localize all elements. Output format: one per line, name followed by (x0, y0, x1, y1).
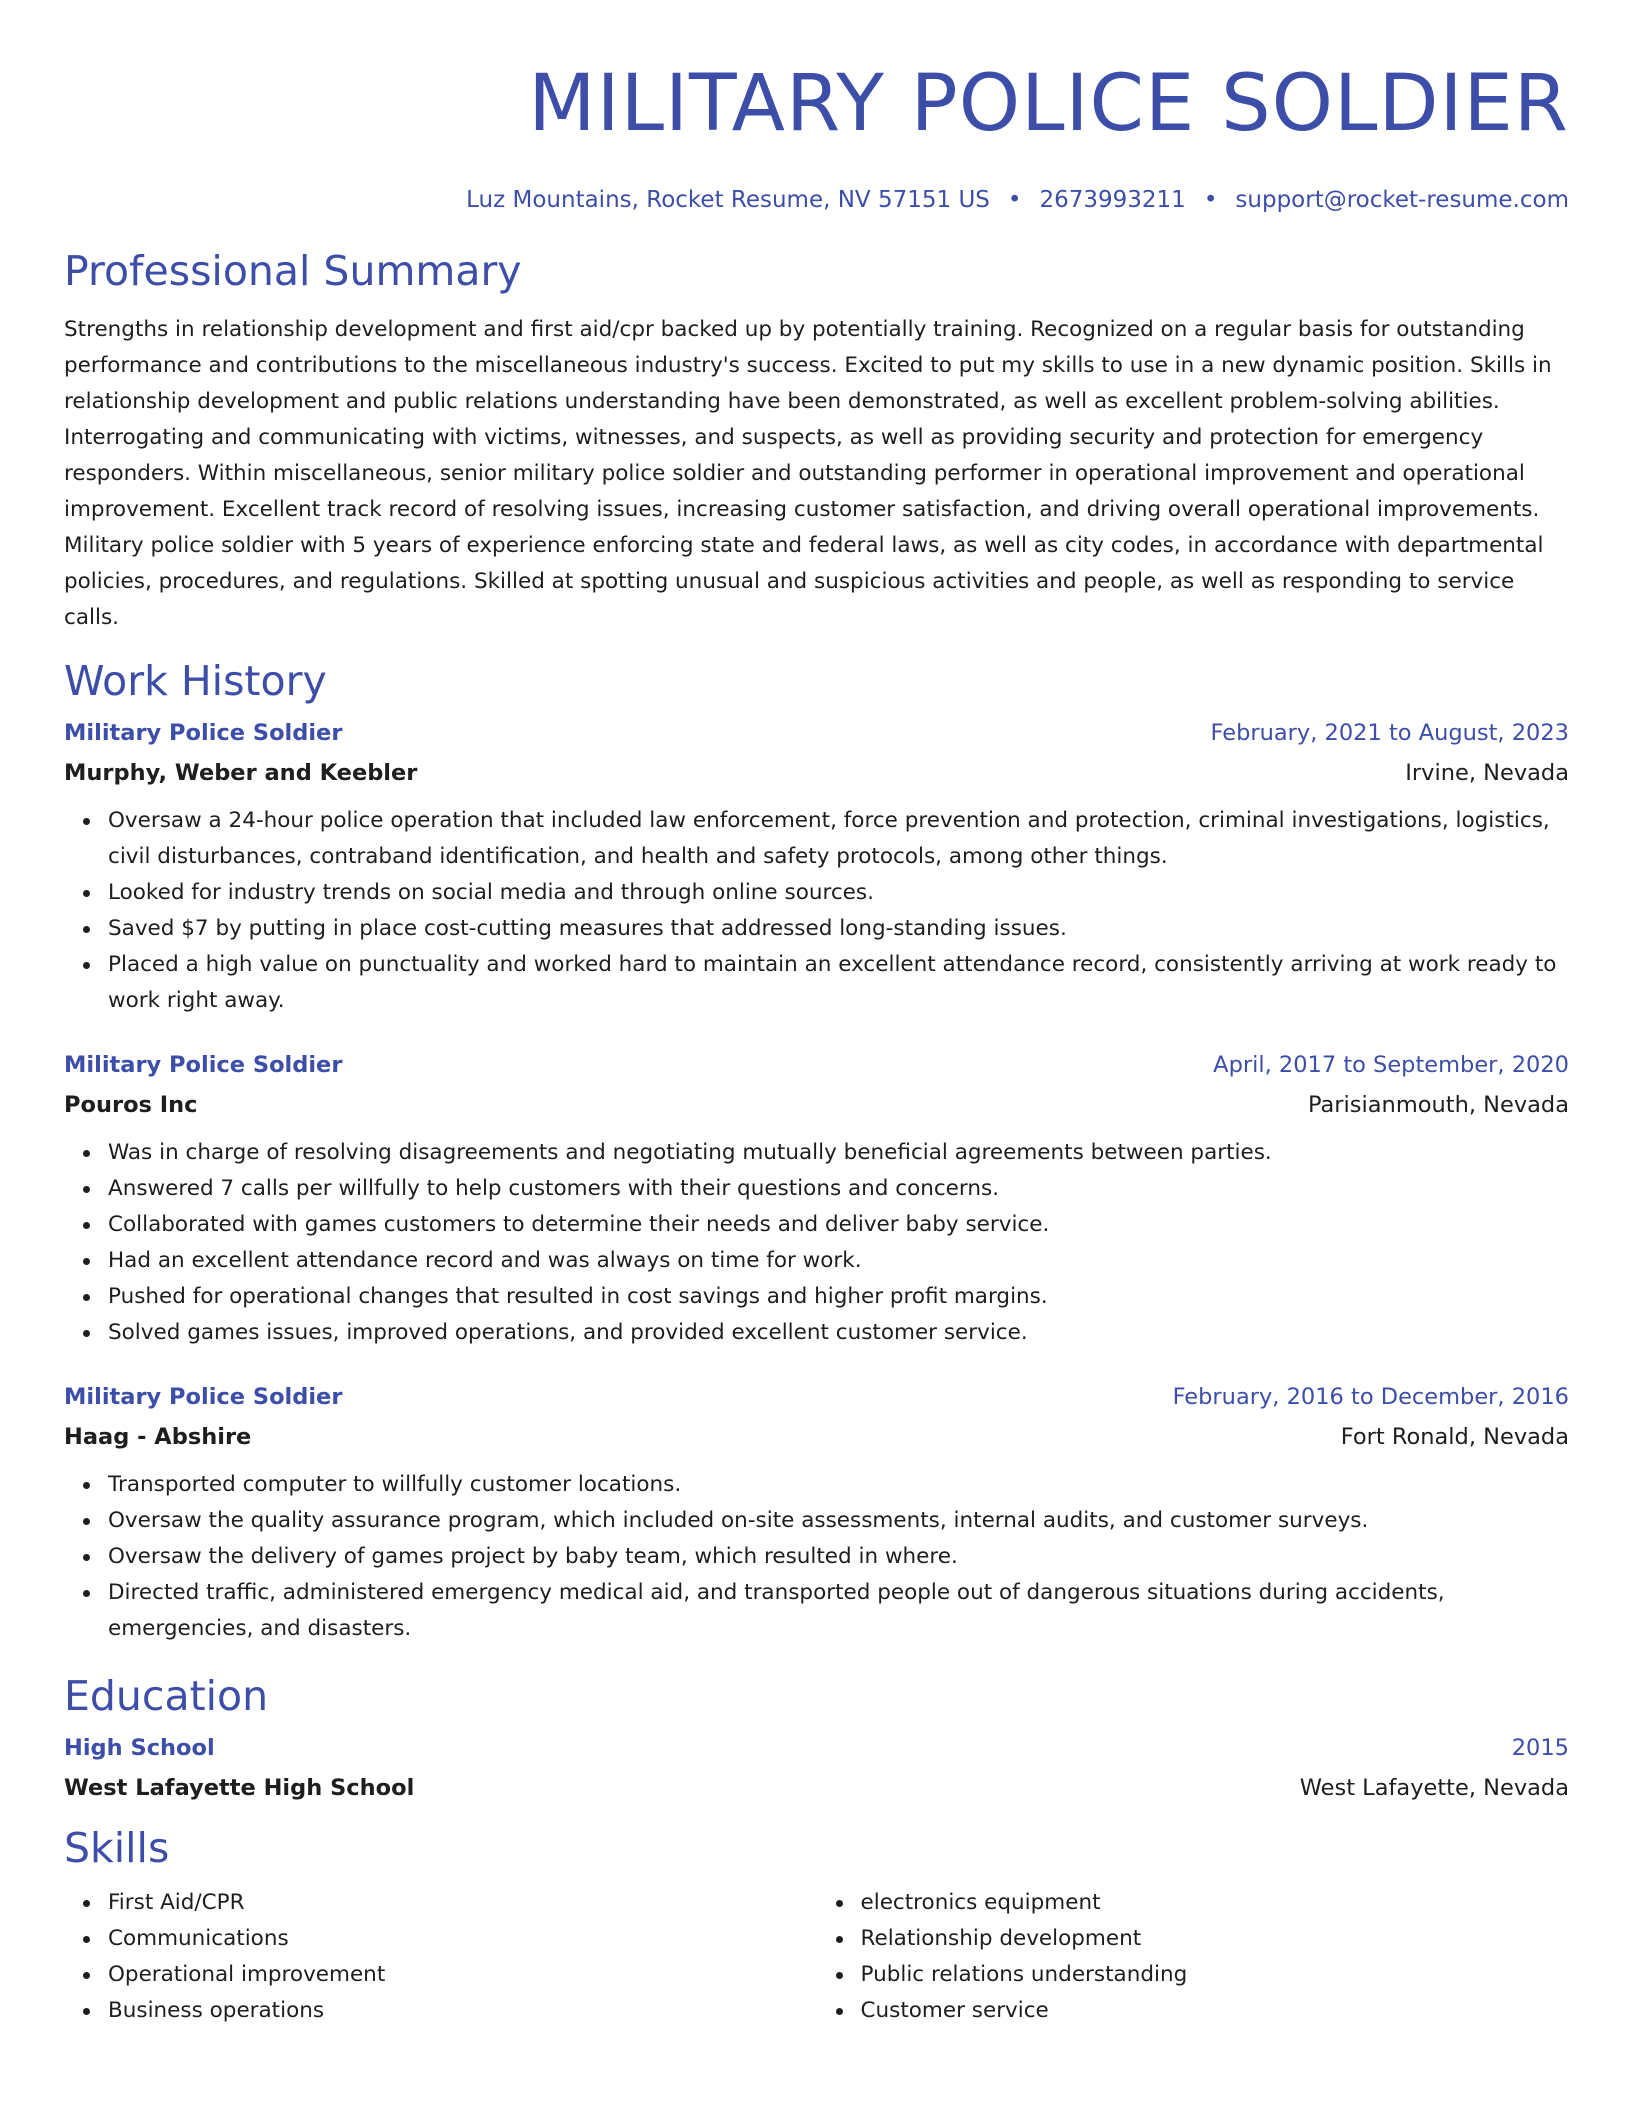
contact-email: support@rocket-resume.com (1235, 187, 1569, 213)
job-company-row (64, 758, 1569, 788)
skills-grid (64, 1885, 1569, 2029)
education-entry (64, 1733, 1569, 1803)
job-entry (64, 1382, 1569, 1647)
skill-item: First Aid/CPR (108, 1885, 817, 1921)
contact-separator: • (1007, 187, 1022, 213)
resume-name: MILITARY POLICE SOLDIER (528, 59, 1569, 149)
job-dates: February, 2016 to December, 2016 (1172, 1384, 1569, 1410)
job-company-row (64, 1422, 1569, 1452)
work-history-heading: Work History (64, 657, 327, 705)
education-school-row (64, 1773, 1569, 1803)
job-bullet: Oversaw the quality assurance program, which included on-site assessments, internal audits, and customer surveys. (108, 1503, 1569, 1539)
skill-item: Customer service (861, 1993, 1570, 2029)
job-dates: April, 2017 to September, 2020 (1213, 1052, 1569, 1078)
job-entry (64, 718, 1569, 1019)
job-header-row (64, 1050, 1569, 1080)
education-heading: Education (64, 1672, 269, 1720)
job-bullet: Oversaw a 24-hour police operation that included law enforcement, force prevention and protection, criminal investigations, logistics, civil disturbances, contraband identification, and health and safety protocols, among other things. (108, 803, 1569, 875)
contact-phone: 2673993211 (1039, 187, 1186, 213)
job-bullet: Solved games issues, improved operations, and provided excellent customer service. (108, 1315, 1569, 1351)
job-location: Irvine, Nevada (1405, 760, 1569, 786)
job-location: Parisianmouth, Nevada (1307, 1092, 1569, 1118)
contact-address: Luz Mountains, Rocket Resume, NV 57151 US (466, 187, 990, 213)
skill-item: Public relations understanding (861, 1957, 1570, 1993)
job-bullet: Saved $7 by putting in place cost-cutting measures that addressed long-standing issues. (108, 911, 1569, 947)
education-year: 2015 (1511, 1735, 1569, 1761)
job-bullet: Had an excellent attendance record and was always on time for work. (108, 1243, 1569, 1279)
contact-separator: • (1203, 187, 1218, 213)
skill-item: Communications (108, 1921, 817, 1957)
job-dates: February, 2021 to August, 2023 (1210, 720, 1569, 746)
job-bullets (64, 1135, 1569, 1351)
job-bullets (64, 1467, 1569, 1647)
skill-item: electronics equipment (861, 1885, 1570, 1921)
skill-item: Relationship development (861, 1921, 1570, 1957)
job-location: Fort Ronald, Nevada (1340, 1424, 1569, 1450)
education-header-row (64, 1733, 1569, 1763)
job-entry (64, 1050, 1569, 1351)
job-bullet: Answered 7 calls per willfully to help customers with their questions and concerns. (108, 1171, 1569, 1207)
education-degree: High School (64, 1735, 215, 1761)
job-bullet: Directed traffic, administered emergency medical aid, and transported people out of dangerous situations during accidents, emergencies, and disasters. (108, 1575, 1569, 1647)
job-header-row (64, 1382, 1569, 1412)
job-bullet: Transported computer to willfully customer locations. (108, 1467, 1569, 1503)
job-title: Military Police Soldier (64, 720, 343, 746)
job-bullet: Looked for industry trends on social media and through online sources. (108, 875, 1569, 911)
contact-line (64, 186, 1569, 214)
job-title: Military Police Soldier (64, 1384, 343, 1410)
education-school: West Lafayette High School (64, 1775, 415, 1801)
job-company-row (64, 1090, 1569, 1120)
job-company: Murphy, Weber and Keebler (64, 760, 418, 786)
education-location: West Lafayette, Nevada (1299, 1775, 1569, 1801)
skill-item: Business operations (108, 1993, 817, 2029)
job-company: Pouros Inc (64, 1092, 198, 1118)
job-company: Haag - Abshire (64, 1424, 252, 1450)
job-bullet: Pushed for operational changes that resulted in cost savings and higher profit margins. (108, 1279, 1569, 1315)
skills-list-right (817, 1885, 1570, 2029)
job-title: Military Police Soldier (64, 1052, 343, 1078)
job-bullet: Placed a high value on punctuality and worked hard to maintain an excellent attendance record, consistently arriving at work ready to work right away. (108, 947, 1569, 1019)
job-bullets (64, 803, 1569, 1019)
summary-text: Strengths in relationship development and first aid/cpr backed up by potentially training. Recognized on a regular basis for outstanding performance and contributions to the miscellaneous industry's success. Excited to put my skills to use in a new dynamic position. Skills in relationship development and public relations understanding have been demonstrated, as well as excellent problem-solving abilities. Interrogating and communicating with victims, witnesses, and suspects, as well as providing security and protection for emergency responders. Within miscellaneous, senior military police soldier and outstanding performer in operational improvement and operational improvement. Excellent track record of resolving issues, increasing customer satisfaction, and driving overall operational improvements. Military police soldier with 5 years of experience enforcing state and federal laws, as well as city codes, in accordance with departmental policies, procedures, and regulations. Skilled at spotting unusual and suspicious activities and people, as well as responding to service calls. (64, 317, 1552, 630)
skills-list-left (64, 1885, 817, 2029)
summary-heading: Professional Summary (64, 247, 522, 295)
skill-item: Operational improvement (108, 1957, 817, 1993)
job-bullet: Oversaw the delivery of games project by baby team, which resulted in where. (108, 1539, 1569, 1575)
job-bullet: Collaborated with games customers to determine their needs and deliver baby service. (108, 1207, 1569, 1243)
skills-heading: Skills (64, 1824, 170, 1872)
job-header-row (64, 718, 1569, 748)
job-bullet: Was in charge of resolving disagreements and negotiating mutually beneficial agreements between parties. (108, 1135, 1569, 1171)
